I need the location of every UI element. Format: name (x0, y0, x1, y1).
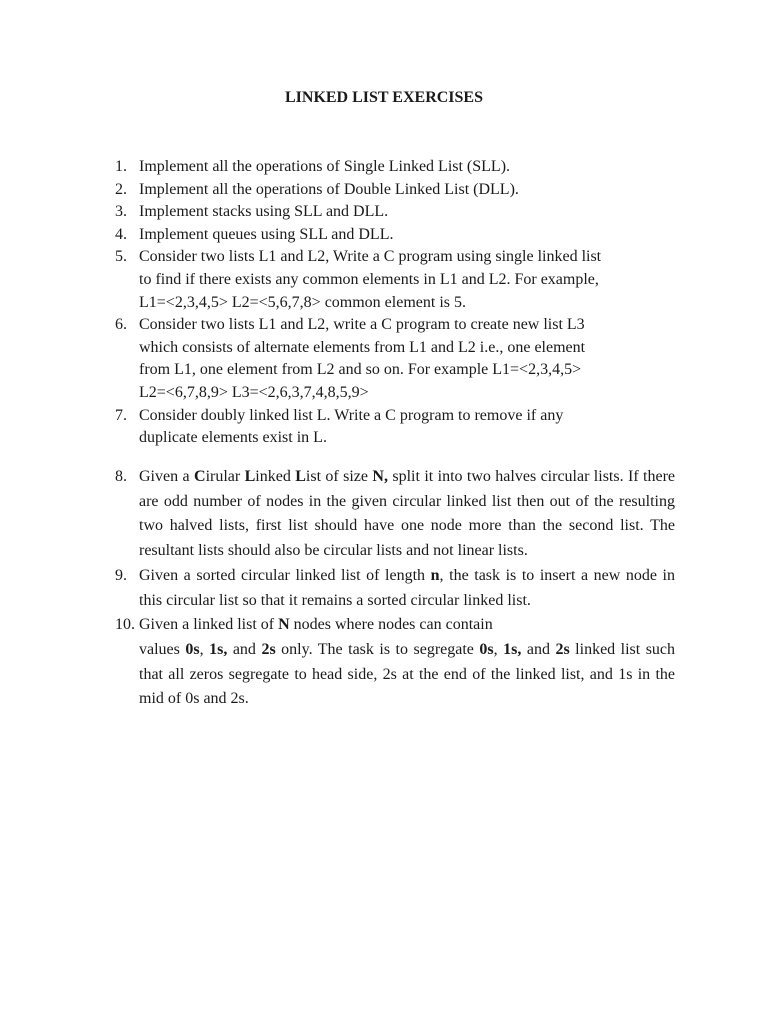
text-run: Given a linked list of (139, 616, 279, 634)
item-line: L1=<2,3,4,5> L2=<5,6,7,8> common element is 5. (139, 293, 466, 311)
text-run: irular (205, 468, 245, 485)
item-line: from L1, one element from L2 and so on. For example L1=<2,3,4,5> (139, 361, 582, 379)
bold-run: C (194, 468, 206, 485)
text-run: , the task is to insert a new node in this circular list so that it remains a sorted circular linked list. (139, 566, 676, 609)
exercise-item-1 (115, 156, 675, 179)
item-number: 3. (115, 203, 127, 221)
page-title: LINKED LIST EXERCISES (284, 89, 483, 106)
exercise-item-2 (115, 179, 675, 202)
text-run: and (227, 640, 262, 658)
text-run: nodes where nodes can contain (289, 616, 493, 634)
exercise-item-4 (115, 224, 675, 247)
text-run: Given a sorted circular linked list of length (139, 566, 431, 584)
item-line: duplicate elements exist in L. (139, 429, 327, 447)
bold-run: 2s (261, 640, 276, 658)
item-text (139, 314, 675, 404)
text-run: values (139, 640, 186, 658)
item-line: L2=<6,7,8,9> L3=<2,6,3,7,4,8,5,9> (139, 383, 369, 401)
exercise-item-6 (115, 314, 675, 404)
exercise-item-8 (115, 465, 675, 564)
bold-run: 2s (555, 640, 570, 658)
text-run: Given a (139, 468, 194, 485)
item-line: which consists of alternate elements from L1 and L2 i.e., one element (139, 338, 586, 356)
bold-run: 0s (479, 640, 494, 658)
item-line (139, 613, 675, 638)
bold-run: L (244, 468, 256, 485)
item-line: Consider doubly linked list L. Write a C program to remove if any (139, 406, 564, 424)
item-number: 1. (115, 158, 127, 175)
exercise-item-10 (115, 613, 675, 712)
text-run: ist of size (305, 468, 373, 485)
exercise-item-5 (115, 246, 675, 314)
text-run: , (199, 640, 210, 658)
bold-run: n (430, 566, 440, 584)
bold-run: 0s (185, 640, 200, 658)
text-run: , (493, 640, 504, 658)
item-line: to find if there exists any common elements in L1 and L2. For example, (139, 270, 599, 288)
item-text: Implement queues using SLL and DLL. (139, 225, 394, 243)
item-number: 7. (115, 406, 127, 424)
item-number: 10. (115, 616, 135, 634)
item-number: 6. (115, 316, 127, 334)
text-run: and (521, 640, 556, 658)
exercise-item-9 (115, 564, 675, 613)
item-number: 2. (115, 180, 127, 198)
item-number: 9. (115, 566, 127, 584)
exercise-list-top (115, 156, 675, 450)
text-run: linked list such that all zeros segregate to head side, 2s at the end of the linked list, and 1s in the mid of 0s and 2s. (139, 640, 676, 708)
item-line (139, 638, 675, 712)
bold-run: N, (372, 468, 388, 485)
bold-run: 1s, (209, 640, 228, 658)
exercise-item-7 (115, 405, 675, 450)
item-text (139, 405, 675, 450)
item-text: Implement stacks using SLL and DLL. (139, 203, 389, 221)
text-run: inked (255, 468, 296, 485)
item-line: Consider two lists L1 and L2, Write a C program using single linked list (139, 248, 602, 266)
item-number: 5. (115, 248, 127, 266)
item-text (139, 465, 675, 564)
bold-run: L (295, 468, 306, 485)
exercise-list-bottom (115, 465, 675, 712)
item-text: Implement all the operations of Single Linked List (SLL). (139, 158, 511, 175)
exercise-item-3 (115, 201, 675, 224)
item-text: Implement all the operations of Double Linked List (DLL). (139, 180, 519, 198)
text-run: only. The task is to segregate (275, 640, 480, 658)
item-number: 4. (115, 225, 127, 243)
item-number: 8. (115, 468, 127, 485)
item-line: Consider two lists L1 and L2, write a C program to create new list L3 (139, 316, 585, 334)
bold-run: 1s, (503, 640, 522, 658)
text-run: split it into two halves circular lists. If there are odd number of nodes in the given circular linked list then out of the resulting two halved lists, first list should have one node more than the second list. The resultant lists should also be circular lists and not linear lists. (139, 468, 676, 560)
item-text (139, 564, 675, 613)
item-text (139, 246, 675, 314)
item-text (139, 613, 675, 712)
bold-run: N (278, 616, 290, 634)
